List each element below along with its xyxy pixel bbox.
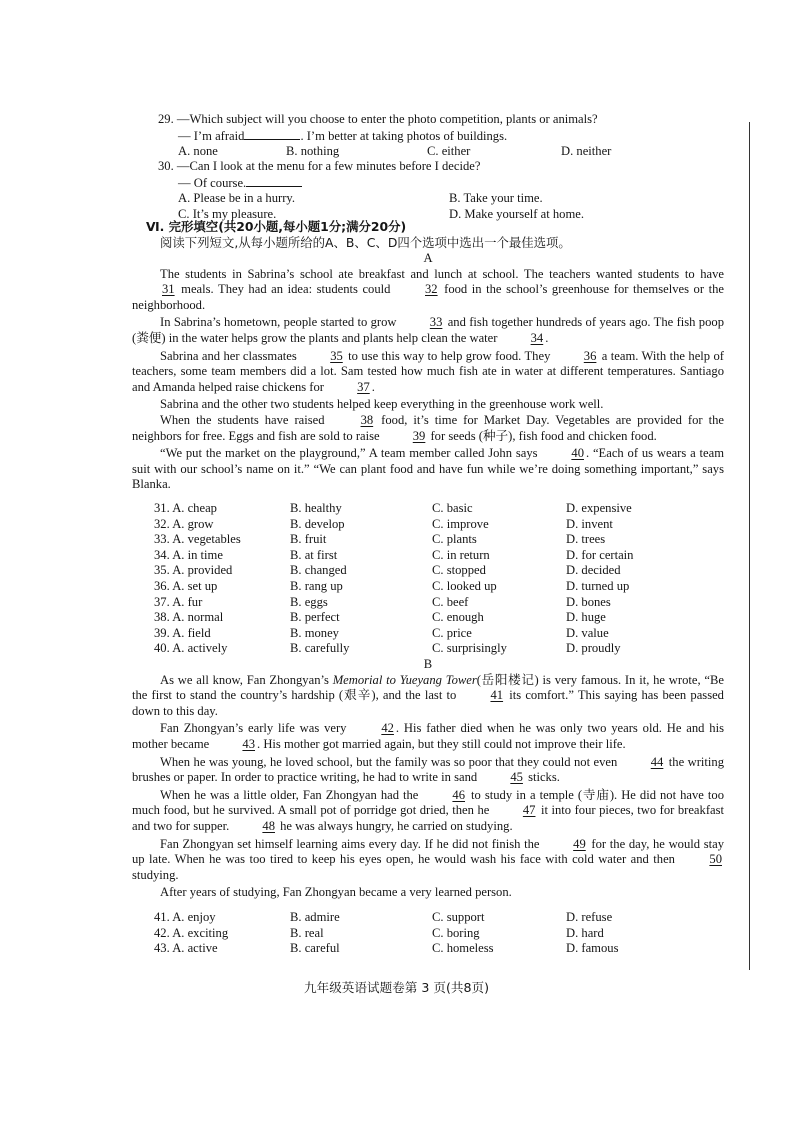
passage-a-label: A — [423, 251, 433, 265]
blank-41[interactable]: 41 — [490, 688, 504, 703]
option-c[interactable]: C. either — [427, 144, 471, 159]
blank-48[interactable]: 48 — [262, 818, 275, 833]
q30-stem: 30. —Can I look at the menu for a few minutes before I decide? — [158, 159, 481, 173]
blank-45[interactable]: 45 — [510, 770, 523, 785]
options-32: 32. A. grow B. develop C. improve D. invent — [154, 516, 613, 531]
options-34: 34. A. in time B. at first C. in return D. for certain — [154, 547, 634, 562]
option-d[interactable]: D. neither — [561, 144, 612, 159]
blank-50[interactable]: 50 — [709, 852, 722, 867]
blank-43[interactable]: 43 — [242, 736, 256, 751]
blank-40[interactable]: 40 — [571, 446, 584, 461]
page-footer: 九年级英语试题卷第 3 页(共8页) — [304, 980, 489, 995]
q29-stem: 29. —Which subject will you choose to enter the photo competition, plants or animals? — [158, 112, 598, 126]
options-41: 41. A. enjoy B. admire C. support D. refuse — [154, 910, 613, 924]
passage-b-p4: When he was a little older, Fan Zhongyan had the 46 to study in a temple (寺庙). He did not have too much food, but he survived. A small pot of porridge got dried, then he 47 it into four pieces, two for breakfast and two for supper. 48 he was always hungry, he carried on studying. — [132, 787, 724, 833]
options-40: 40. A. actively B. carefully C. surprisingly D. proudly — [154, 641, 621, 656]
options-37: 37. A. fur B. eggs C. beef D. bones — [154, 594, 611, 609]
options-39: 39. A. field B. money C. price D. value — [154, 625, 609, 640]
margin-rule — [749, 122, 750, 970]
q29-reply-part2: . I’m better at taking photos of buildings. — [300, 128, 508, 143]
q29-answer-blank[interactable] — [244, 128, 300, 140]
section-6-header — [146, 219, 738, 250]
section-instruction: 阅读下列短文,从每小题所给的A、B、C、D四个选项中选出一个最佳选项。 — [160, 234, 571, 250]
section-title: Ⅵ. 完形填空(共20小题,每小题1分;满分20分) — [146, 219, 407, 234]
options-38: 38. A. normal B. perfect C. enough D. huge — [154, 610, 606, 625]
blank-36[interactable]: 36 — [583, 348, 597, 363]
passage-a-p1: The students in Sabrina’s school ate breakfast and lunch at school. The teachers wanted students to have 31 meals. They had an idea: students could 32 food in the school’s greenhouse for themselves or the neighborhood. — [132, 266, 724, 312]
passage-b-p2: Fan Zhongyan’s early life was very 42 . His father died when he was only two years old. He and his mother became 43 . His mother got married again, but they still could not improve their life. — [132, 721, 724, 751]
q30-reply-text: — Of course. — [178, 175, 247, 190]
blank-33[interactable]: 33 — [429, 315, 443, 330]
blank-49[interactable]: 49 — [573, 836, 586, 851]
q29-reply — [158, 128, 758, 145]
option-a[interactable]: A. Please be in a hurry. — [178, 191, 296, 206]
options-36: 36. A. set up B. rang up C. looked up D. turned up — [154, 578, 630, 593]
option-b[interactable]: B. nothing — [286, 144, 340, 159]
question-29 — [158, 112, 758, 160]
q30-answer-blank[interactable] — [246, 175, 302, 187]
q30-reply — [158, 175, 758, 192]
options-a-list — [154, 501, 746, 657]
option-a[interactable]: A. none — [178, 144, 218, 159]
passage-a-p5: When the students have raised 38 food, it’s time for Market Day. Vegetables are provided for the neighbors for free. Eggs and fish are sold to raise 39 for seeds (种子), fish food and chicken food. — [132, 412, 725, 443]
blank-37[interactable]: 37 — [357, 379, 370, 394]
passage-b-p3: When he was young, he loved school, but the family was so poor that they could not even 44 the writing brushes or paper. In order to practice writing, he had to write in sand 45 sticks. — [132, 754, 725, 785]
book-title: Memorial to Yueyang Tower — [332, 672, 477, 687]
passage-b-p5: Fan Zhongyan set himself learning aims every day. If he did not finish the 49 for the day, he would stay up late. When he was too tired to keep his eyes open, he would wash his face with cold water and then 50 studying. — [132, 836, 725, 882]
blank-32[interactable]: 32 — [425, 282, 438, 297]
passage-b — [132, 657, 724, 901]
options-42: 42. A. exciting B. real C. boring D. hard — [154, 925, 604, 940]
passage-a-p4: Sabrina and the other two students helped keep everything in the greenhouse work well. — [160, 397, 604, 412]
blank-42[interactable]: 42 — [381, 721, 394, 736]
blank-46[interactable]: 46 — [452, 787, 466, 802]
q30-options — [158, 191, 758, 222]
option-b[interactable]: B. Take your time. — [449, 191, 543, 206]
option-d[interactable]: D. Make yourself at home. — [449, 206, 584, 221]
options-b-list — [154, 910, 746, 957]
passage-a-p2: In Sabrina’s hometown, people started to grow 33 and fish together hundreds of years ago. The fish poop (粪便) in the water helps grow the plants and plants help clean the water 34 . — [132, 315, 724, 345]
options-35: 35. A. provided B. changed C. stopped D. decided — [154, 563, 621, 578]
passage-a — [132, 251, 724, 493]
blank-38[interactable]: 38 — [360, 412, 374, 427]
passage-a-p3: Sabrina and her classmates 35 to use this way to help grow food. They 36 a team. With the help of teachers, some team members did a lot. Sam tested how much fish ate in water at different temperatures. Santiago and Amanda helped raise chickens for 37 . — [132, 348, 724, 394]
q29-reply-part1: — I’m afraid — [178, 128, 245, 143]
passage-a-p6: “We put the market on the playground,” A team member called John says 40 . “Each of us wears a team suit with our school’s name on it.” “We can plant food and have fun while we’re doing something important,” says Blanka. — [132, 446, 725, 492]
option-c[interactable]: C. It’s my pleasure. — [178, 206, 277, 221]
options-33: 33. A. vegetables B. fruit C. plants D. trees — [154, 532, 606, 547]
blank-31[interactable]: 31 — [162, 282, 175, 297]
q29-options — [158, 144, 758, 160]
blank-39[interactable]: 39 — [412, 428, 426, 443]
blank-35[interactable]: 35 — [330, 348, 343, 363]
passage-b-label: B — [423, 657, 433, 671]
blank-47[interactable]: 47 — [522, 803, 536, 818]
question-30 — [158, 159, 758, 222]
blank-44[interactable]: 44 — [650, 754, 664, 769]
blank-34[interactable]: 34 — [530, 330, 544, 345]
options-31: 31. A. cheap B. healthy C. basic D. expensive — [154, 501, 632, 515]
passage-b-p6: After years of studying, Fan Zhongyan became a very learned person. — [160, 885, 512, 900]
passage-b-p1: As we all know, Fan Zhongyan’s Memorial to Yueyang Tower(岳阳楼记) is very famous. In it, he wrote, “Be the first to stand the country’s hardship (艰辛), and the last to 41 its comfort.” This saying has been passed down to this day. — [132, 672, 724, 718]
options-43: 43. A. active B. careful C. homeless D. famous — [154, 941, 619, 956]
